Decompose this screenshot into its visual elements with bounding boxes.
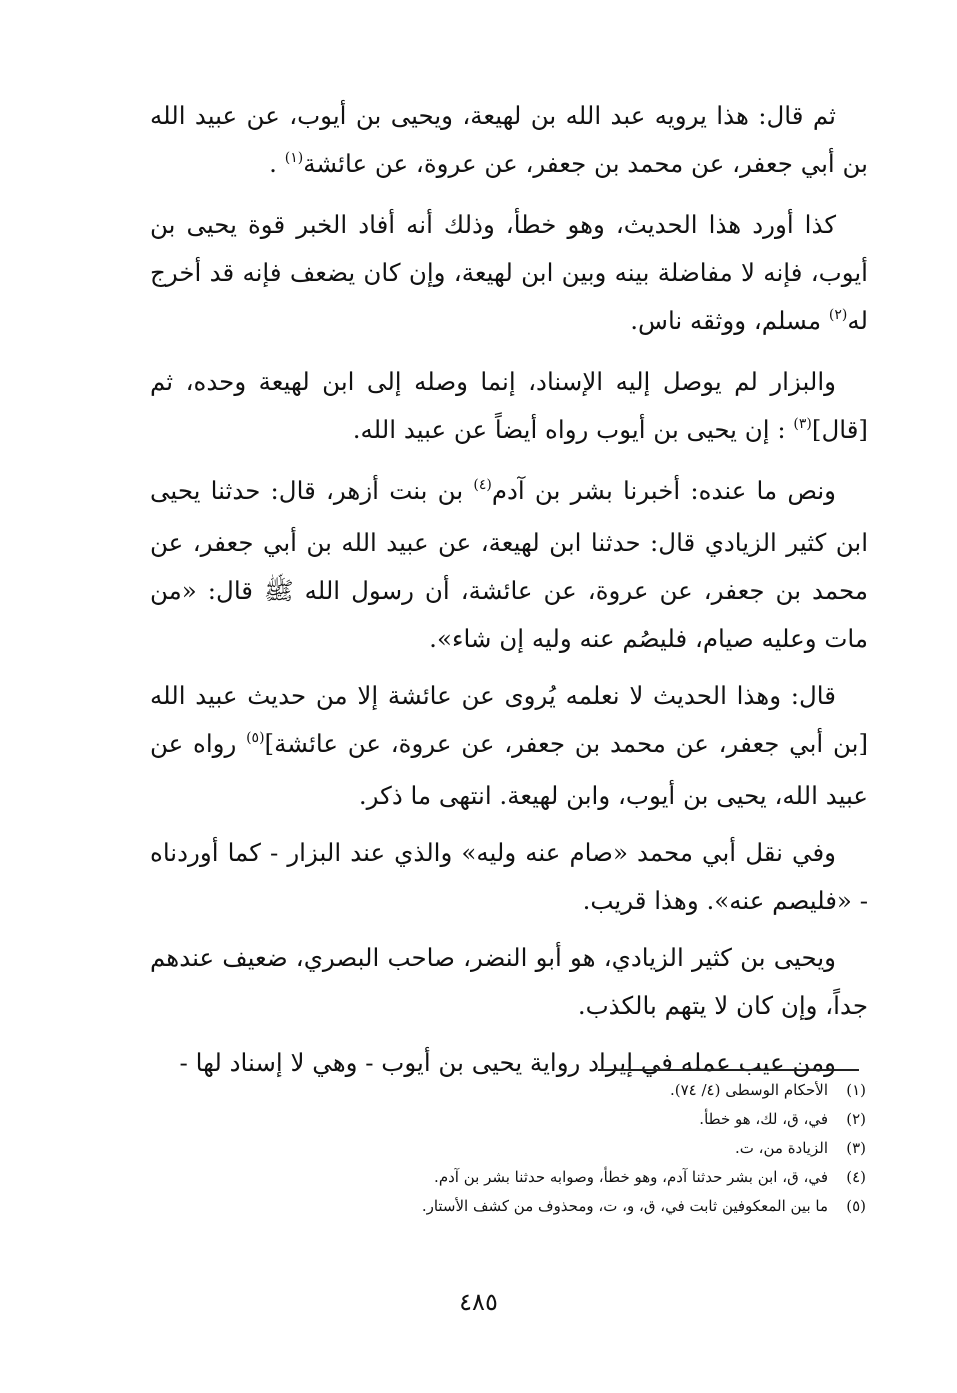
footnote-1: (١) الأحكام الوسطى (٤/ ٧٤).	[669, 1081, 866, 1099]
paragraph-8: ومن عيب عمله في إيراد رواية يحيى بن أيوب - وهي لا إسناد لها -	[179, 1048, 836, 1077]
paragraph-6: وفي نقل أبي محمد «صام عنه وليه» والذي عند البزار - كما أوردناه - «فليصم عنه». وهذا قريب.	[150, 838, 868, 915]
paragraph-5: قال: وهذا الحديث لا نعلمه يُروى عن عائشة إلا من حديث عبيد الله [بن أبي جعفر، عن محمد بن جعفر، عن عروة، عن عائشة]$^{(٥)}$ رواه عن عبيد الله، يحيى بن أيوب، وابن لهيعة. انتهى ما ذكر.	[150, 681, 868, 810]
footnotes	[150, 1076, 868, 1221]
footnote-ref[interactable]: (٣)	[793, 416, 812, 432]
footnote-3: (٣) الزيادة من، ت.	[734, 1139, 866, 1157]
footnote-5: (٥) ما بين المعكوفين ثابت في، ق، و، ت، ومحذوف من كشف الأستار.	[421, 1197, 866, 1215]
paragraph-4: ونص ما عنده: أخبرنا بشر بن آدم$^{(٤)}$ بن بنت أزهر، قال: حدثنا يحيى ابن كثير الزيادي قال: حدثنا ابن لهيعة، عن عبيد الله بن أبي جعفر، عن محمد بن جعفر، عن عروة، عن عائشة، أن رسول الله ﷺ قال: «من مات وعليه صيام، فليصُم عنه وليه إن شاء».	[150, 476, 868, 653]
paragraph-7: ويحيى بن كثير الزيادي، هو أبو النضر، صاحب البصري، ضعيف عندهم جداً، وإن كان لا يتهم بالكذب.	[150, 943, 868, 1020]
paragraph-1: ثم قال: هذا يرويه عبد الله بن لهيعة، ويحيى بن أيوب، عن عبيد الله بن أبي جعفر، عن محمد بن جعفر، عن عروة، عن عائشة$^{(١)}$ .	[150, 101, 868, 178]
page-number: ٤٨٥	[459, 1288, 498, 1316]
footnote-ref[interactable]: (٢)	[828, 307, 848, 323]
footnote-divider	[598, 1069, 859, 1071]
main-text	[150, 92, 868, 1096]
footnote-ref[interactable]: (٥)	[246, 730, 265, 746]
paragraph-3: والبزار لم يوصل إليه الإسناد، إنما وصله إلى ابن لهيعة وحده، ثم [قال]$^{(٣)}$ : إن يحيى بن أيوب رواه أيضاً عن عبيد الله.	[150, 367, 868, 444]
footnote-ref[interactable]: (٤)	[473, 477, 492, 493]
footnote-ref[interactable]: (١)	[284, 150, 304, 166]
footnote-2: (٢) في، ق، لك، هو خطأ.	[699, 1110, 866, 1128]
footnote-4: (٤) في، ق، ابن بشر حدثنا آدم، وهو خطأ، وصوابه حدثنا بشر بن آدم.	[434, 1168, 866, 1186]
paragraph-2: كذا أورد هذا الحديث، وهو خطأ، وذلك أنه أفاد الخبر قوة يحيى بن أيوب، فإنه لا مفاضلة بينه وبين ابن لهيعة، وإن كان يضعف فإنه قد أخرج له$^{(٢)}$ مسلم، ووثقه ناس.	[150, 210, 868, 335]
